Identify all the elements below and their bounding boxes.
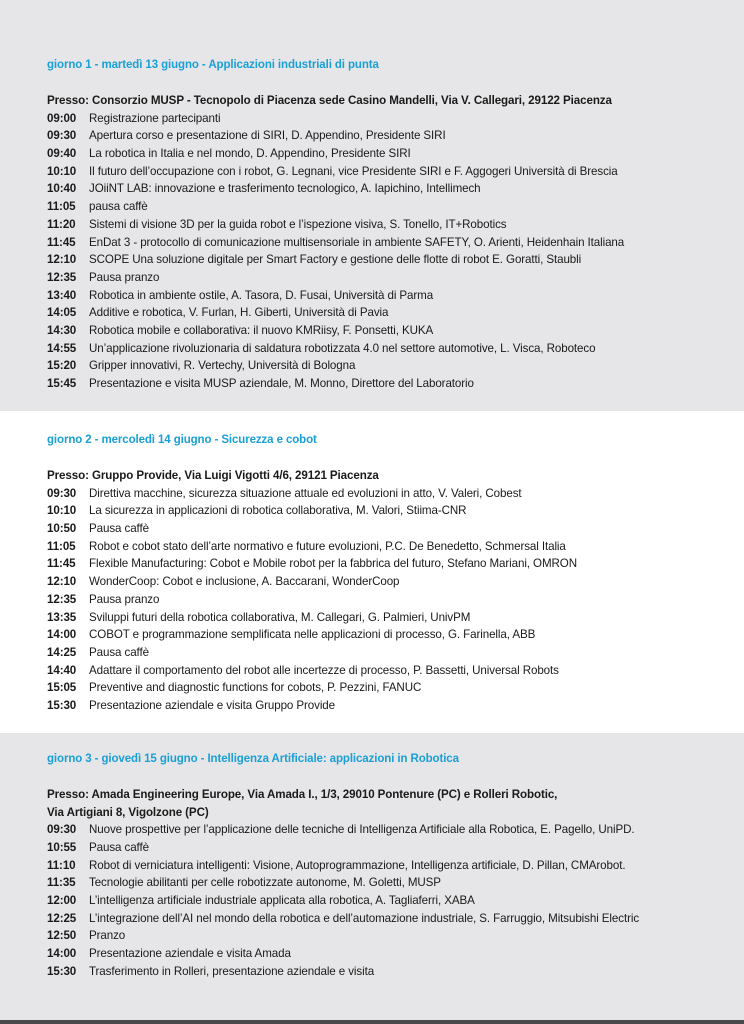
schedule-description: Presentazione aziendale e visita Gruppo Provide: [89, 699, 336, 713]
schedule-time: 12:50: [47, 929, 77, 943]
schedule-time: 14:00: [47, 947, 77, 961]
schedule-time: 15:20: [47, 359, 77, 373]
day-2-venue: Presso: Gruppo Provide, Via Luigi Vigotti 4/6, 29121 Piacenza: [47, 469, 379, 482]
schedule-time: 12:35: [47, 592, 77, 606]
schedule-time: 14:55: [47, 341, 77, 355]
schedule-description: Pausa pranzo: [89, 592, 160, 606]
schedule-description: COBOT e programmazione semplificata nelle applicazioni di processo, G. Farinella, ABB: [89, 628, 536, 642]
day-3-title: giorno 3 - giovedì 15 giugno - Intelligenza Artificiale: applicazioni in Robotica: [47, 753, 459, 765]
day-1-venue: Presso: Consorzio MUSP - Tecnopolo di Piacenza sede Casino Mandelli, Via V. Callegari, 29122 Piacenza: [47, 94, 612, 107]
schedule-time: 13:35: [47, 610, 77, 624]
day-3-venue-line-2: Via Artigiani 8, Vigolzone (PC): [47, 805, 209, 819]
schedule-description: Pausa caffè: [89, 522, 149, 535]
schedule-time: 09:30: [47, 823, 77, 837]
schedule-time: 10:50: [47, 522, 77, 535]
schedule-time: 11:05: [47, 200, 76, 214]
schedule-description: Apertura corso e presentazione di SIRI, D. Appendino, Presidente SIRI: [89, 129, 446, 143]
schedule-time: 11:35: [47, 876, 76, 890]
schedule-time: 11:05: [47, 539, 76, 553]
schedule-time: 10:40: [47, 182, 77, 196]
schedule-description: Trasferimento in Rolleri, presentazione aziendale e visita: [89, 964, 375, 978]
schedule-time: 15:45: [47, 377, 77, 391]
schedule-time: 12:10: [47, 575, 77, 589]
schedule-time: 14:05: [47, 306, 77, 320]
schedule-row: [47, 340, 724, 358]
schedule-time: 15:30: [47, 964, 77, 978]
schedule-row: [47, 591, 724, 609]
schedule-description: L’integrazione dell’AI nel mondo della robotica e dell’automazione industriale, S. Farruggio, Mitsubishi Electric: [89, 911, 640, 925]
schedule-time: 09:40: [47, 147, 77, 160]
schedule-time: 10:55: [47, 840, 77, 854]
schedule-description: Registrazione partecipanti: [89, 111, 221, 125]
schedule-time: 12:35: [47, 270, 77, 284]
schedule-row: [47, 538, 724, 556]
schedule-time: 11:10: [47, 858, 76, 872]
day-1-title: giorno 1 - martedì 13 giugno - Applicazioni industriali di punta: [47, 59, 379, 71]
schedule-time: 09:00: [47, 111, 77, 125]
schedule-time: 10:10: [47, 164, 77, 178]
schedule-description: Robotica mobile e collaborativa: il nuovo KMRiisy, F. Ponsetti, KUKA: [89, 324, 434, 338]
schedule-row: [47, 520, 724, 538]
schedule-row: [47, 857, 724, 875]
schedule-row: [47, 198, 724, 216]
schedule-time: 12:00: [47, 894, 77, 907]
schedule-time: 12:25: [47, 911, 77, 925]
schedule-row: [47, 485, 724, 503]
schedule-time: 11:45: [47, 235, 76, 249]
schedule-time: 10:10: [47, 504, 77, 518]
schedule-row: [47, 910, 724, 928]
day-3-venue: Presso: Amada Engineering Europe, Via Amada I., 1/3, 29010 Pontenure (PC) e Rolleri Robotic,: [47, 788, 558, 801]
schedule-description: La sicurezza in applicazioni di robotica collaborativa, M. Valori, Stiima-CNR: [89, 504, 467, 518]
schedule-description: Un’applicazione rivoluzionaria di saldatura robotizzata 4.0 nel settore automotive, L. Visca, Roboteco: [89, 341, 596, 355]
schedule-row: [47, 839, 724, 857]
schedule-time: 15:05: [47, 681, 77, 695]
schedule-time: 12:10: [47, 253, 77, 267]
schedule-description: Tecnologie abilitanti per celle robotizzate autonome, M. Goletti, MUSP: [89, 876, 441, 890]
schedule-description: Il futuro dell’occupazione con i robot, G. Legnani, vice Presidente SIRI e F. Aggogeri Università di Brescia: [89, 164, 618, 178]
day-3-section: [0, 733, 744, 1020]
schedule-description: Pausa caffè: [89, 645, 149, 659]
schedule-description: Sistemi di visione 3D per la guida robot e l’ispezione visiva, S. Tonello, IT+Robotics: [89, 217, 507, 231]
schedule-row: [47, 963, 724, 981]
schedule-row: [47, 375, 724, 393]
day-2-schedule: [47, 485, 724, 715]
schedule-description: Adattare il comportamento del robot alle incertezze di processo, P. Bassetti, Universal Robots: [89, 663, 559, 677]
schedule-description: Preventive and diagnostic functions for cobots, P. Pezzini, FANUC: [89, 681, 422, 695]
day-1-section: [0, 0, 744, 411]
schedule-description: Presentazione aziendale e visita Amada: [89, 947, 291, 961]
day-2-title: giorno 2 - mercoledì 14 giugno - Sicurezza e cobot: [47, 434, 317, 446]
schedule-row: [47, 251, 724, 269]
schedule-row: [47, 679, 724, 697]
schedule-time: 13:40: [47, 288, 77, 302]
schedule-row: [47, 216, 724, 234]
schedule-time: 11:45: [47, 557, 76, 571]
schedule-description: Pausa caffè: [89, 840, 149, 854]
schedule-description: La robotica in Italia e nel mondo, D. Appendino, Presidente SIRI: [89, 147, 411, 160]
schedule-row: [47, 145, 724, 163]
schedule-row: [47, 502, 724, 520]
schedule-description: Robotica in ambiente ostile, A. Tasora, D. Fusai, Università di Parma: [89, 288, 434, 302]
schedule-time: 11:20: [47, 217, 76, 231]
schedule-row: [47, 234, 724, 252]
schedule-row: [47, 555, 724, 573]
schedule-row: [47, 573, 724, 591]
schedule-row: [47, 357, 724, 375]
schedule-row: [47, 697, 724, 715]
schedule-time: 15:30: [47, 699, 77, 713]
schedule-row: [47, 180, 724, 198]
schedule-row: [47, 892, 724, 910]
schedule-row: [47, 322, 724, 340]
schedule-row: [47, 110, 724, 128]
schedule-time: 09:30: [47, 129, 77, 143]
schedule-description: Flexible Manufacturing: Cobot e Mobile robot per la fabbrica del futuro, Stefano Mariani, OMRON: [89, 557, 577, 571]
schedule-row: [47, 269, 724, 287]
schedule-row: [47, 287, 724, 305]
schedule-description: EnDat 3 - protocollo di comunicazione multisensoriale in ambiente SAFETY, O. Arienti, Heidenhain Italiana: [89, 235, 625, 249]
schedule-time: 14:25: [47, 645, 77, 659]
schedule-description: Presentazione e visita MUSP aziendale, M. Monno, Direttore del Laboratorio: [89, 377, 474, 391]
schedule-description: Pausa pranzo: [89, 270, 160, 284]
schedule-row: [47, 626, 724, 644]
schedule-description: Nuove prospettive per l’applicazione delle tecniche di Intelligenza Artificiale alla Robotica, E. Pagello, UniPD.: [89, 823, 635, 837]
schedule-row: [47, 163, 724, 181]
schedule-row: [47, 927, 724, 945]
schedule-row: [47, 874, 724, 892]
schedule-description: Pranzo: [89, 929, 126, 943]
schedule-row: [47, 662, 724, 680]
day-1-schedule: [47, 110, 724, 393]
day-2-section: [0, 411, 744, 733]
schedule-time: 09:30: [47, 486, 77, 500]
schedule-row: [47, 609, 724, 627]
schedule-description: Direttiva macchine, sicurezza situazione attuale ed evoluzioni in atto, V. Valeri, Cobest: [89, 486, 522, 500]
schedule-row: [47, 821, 724, 839]
schedule-time: 14:30: [47, 324, 77, 338]
schedule-description: L’intelligenza artificiale industriale applicata alla robotica, A. Tagliaferri, XABA: [89, 894, 475, 907]
schedule-row: [47, 644, 724, 662]
schedule-description: SCOPE Una soluzione digitale per Smart Factory e gestione delle flotte di robot E. Goratti, Staubli: [89, 253, 582, 267]
schedule-description: Sviluppi futuri della robotica collaborativa, M. Callegari, G. Palmieri, UnivPM: [89, 610, 471, 624]
bottom-rule: [0, 1020, 744, 1024]
day-3-schedule: [47, 821, 724, 980]
schedule-description: WonderCoop: Cobot e inclusione, A. Baccarani, WonderCoop: [89, 575, 400, 589]
schedule-row: [47, 945, 724, 963]
schedule-time: 14:00: [47, 628, 77, 642]
schedule-description: JOiiNT LAB: innovazione e trasferimento tecnologico, A. Iapichino, Intellimech: [89, 182, 481, 196]
schedule-description: Robot di verniciatura intelligenti: Visione, Autoprogrammazione, Intelligenza artificiale, D. Pillan, CMArobot.: [89, 858, 626, 872]
schedule-description: Gripper innovativi, R. Vertechy, Università di Bologna: [89, 359, 356, 373]
schedule-description: Additive e robotica, V. Furlan, H. Giberti, Università di Pavia: [89, 306, 389, 320]
schedule-row: [47, 127, 724, 145]
schedule-row: [47, 304, 724, 322]
schedule-description: Robot e cobot stato dell’arte normativo e future evoluzioni, P.C. De Benedetto, Schmersal Italia: [89, 539, 566, 553]
schedule-description: pausa caffè: [89, 200, 148, 214]
schedule-time: 14:40: [47, 663, 77, 677]
